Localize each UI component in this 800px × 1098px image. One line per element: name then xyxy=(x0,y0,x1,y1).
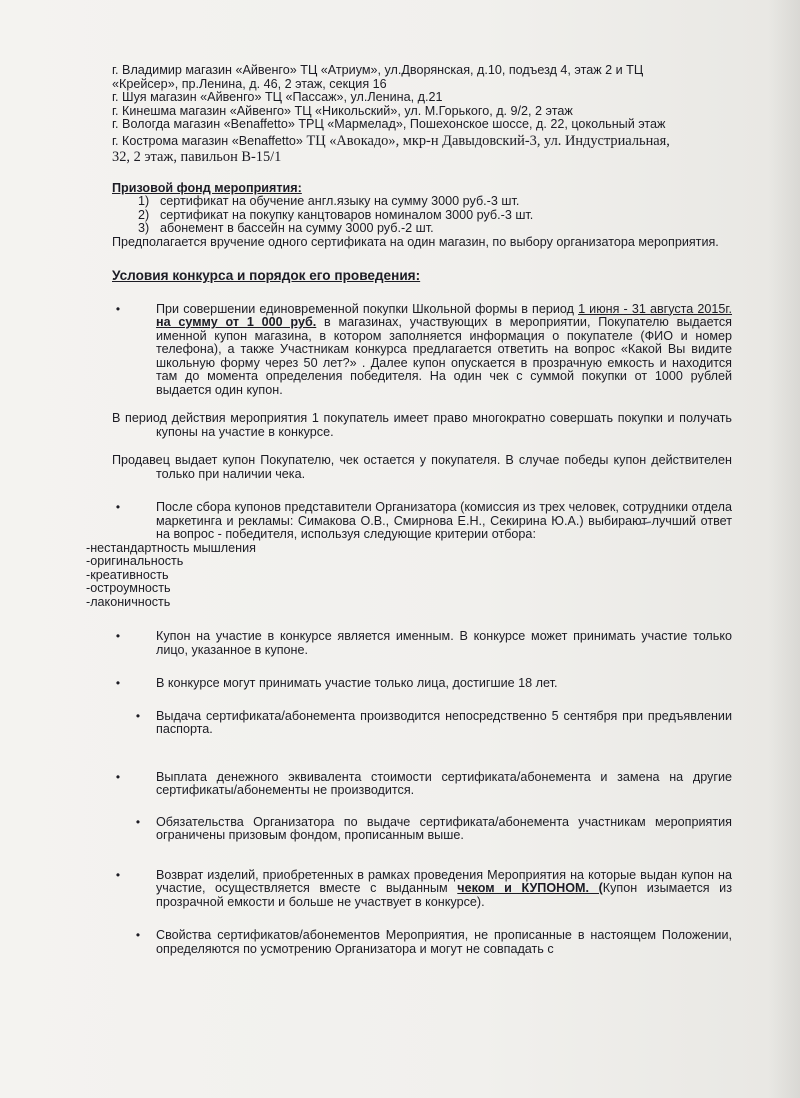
condition-paragraph xyxy=(112,710,732,737)
prize-note: Предполагается вручение одного сертификата на один магазин, по выбору организатора мероприятия. xyxy=(112,234,719,249)
bullet-icon: • xyxy=(115,629,121,643)
text-run: Свойства сертификатов/абонементов Мероприятия, не прописанные в настоящем Положении, определяются по усмотрению Организатора и могут не совпадать с xyxy=(156,928,732,956)
bullet-icon: • xyxy=(135,708,141,723)
criteria-item: -креативность xyxy=(86,567,169,582)
criteria-item: -оригинальность xyxy=(86,554,184,568)
bullet-icon: • xyxy=(115,867,121,882)
condition-paragraph xyxy=(112,929,732,956)
condition-paragraph xyxy=(112,677,732,691)
text-run: Возврат изделий, приобретенных в рамках проведения Мероприятия на которые выдан купон на участие, осуществляется вместе с выданным xyxy=(156,867,732,895)
condition-paragraph: Продавец выдает купон Покупателю, чек остается у покупателя. В случае победы купон действителен только при наличии чека. xyxy=(112,453,732,481)
bullet-icon: • xyxy=(115,500,121,514)
address-line: «Крейсер», пр.Ленина, д. 46, 2 этаж, секция 16 xyxy=(112,76,387,91)
prize-number: 3) xyxy=(138,221,150,235)
prize-item xyxy=(138,222,732,236)
condition-paragraph xyxy=(112,303,732,398)
condition-paragraph: В период действия мероприятия 1 покупатель имеет право многократно совершать покупки и получать купоны на участие в конкурсе. xyxy=(112,411,732,439)
address-line: г. Вологда магазин «Benaffetto» ТРЦ «Мармелад», Пошехонское шоссе, д. 22, цокольный этаж xyxy=(112,117,666,131)
store-addresses xyxy=(112,64,732,165)
bullet-icon: • xyxy=(115,769,121,784)
condition-paragraph xyxy=(112,771,732,798)
promo-period: 1 июня - 31 августа 2015г. xyxy=(578,301,732,316)
text-run: Купон на участие в конкурсе является именным. В конкурсе может принимать участие только лицо, указанное в купоне. xyxy=(156,629,732,657)
criteria-item: -нестандартность мышления xyxy=(86,540,256,555)
criteria-list xyxy=(86,542,732,610)
address-line: г. Шуя магазин «Айвенго» ТЦ «Пассаж», ул.Ленина, д.21 xyxy=(112,90,443,104)
prize-text: сертификат на обучение англ.языку на сумму 3000 руб.-3 шт. xyxy=(160,194,520,208)
text-run: Выдача сертификата/абонемента производится непосредственно 5 сентября при предъявлении паспорта. xyxy=(156,708,732,736)
prize-number: 1) xyxy=(138,194,150,208)
address-line: г. Кинешма магазин «Айвенго» ТЦ «Никольский», ул. М.Горького, д. 9/2, 2 этаж xyxy=(112,103,573,118)
bullet-icon: • xyxy=(135,814,141,829)
kostroma-address-cont: 32, 2 этаж, павильон В-15/1 xyxy=(112,148,282,165)
bullet-icon: • xyxy=(115,676,121,690)
prize-text: сертификат на покупку канцтоваров номиналом 3000 руб.-3 шт. xyxy=(160,207,534,222)
text-run: После сбора купонов представители Организатора (комиссия из трех человек, сотрудники отдела маркетинга и рекламы: Симакова О.В., Смирнова Е.Н., Секирина Ю.А.) выбирают лучший ответ на вопрос - победителя, используя следующие критерии отбора: xyxy=(156,500,732,541)
kostroma-prefix: г. Кострома магазин «Benaffetto» xyxy=(112,133,307,148)
condition-paragraph xyxy=(112,869,732,910)
text-run: в магазинах, участвующих в мероприятии, Покупателю выдается именной купон магазина, в котором заполняется информация о покупателе (ФИО и номер телефона), а также Участникам конкурса предлагается ответить на вопрос «Какой Вы видите школьную форму через 50 лет?» . Далее купон опускается в прозрачную емкость и находится там до момента определения победителя. На один чек с суммой покупки от 1000 рублей выдается один купон. xyxy=(156,315,732,397)
prize-item xyxy=(138,195,732,209)
criteria-item: -остроумность xyxy=(86,581,171,595)
prize-number: 2) xyxy=(138,207,150,222)
condition-paragraph xyxy=(112,816,732,843)
bullet-icon: • xyxy=(135,928,141,942)
conditions-heading: Условия конкурса и порядок его проведения: xyxy=(112,268,421,283)
min-purchase: на сумму от 1 000 руб. xyxy=(156,315,317,329)
text-run: Выплата денежного эквивалента стоимости сертификата/абонемента и замена на другие сертификаты/абонементы не производится. xyxy=(156,769,732,797)
text-run: Обязательства Организатора по выдаче сертификата/абонемента участникам мероприятия ограничены призовым фондом, прописанным выше. xyxy=(156,814,732,842)
text-run: В конкурсе могут принимать участие только лица, достигшие 18 лет. xyxy=(156,676,558,690)
text-run: При совершении единовременной покупки Школьной формы в период xyxy=(156,301,579,316)
prize-fund-heading: Призовой фонд мероприятия: xyxy=(112,180,302,195)
prize-list xyxy=(112,195,732,236)
address-line: г. Владимир магазин «Айвенго» ТЦ «Атриум», ул.Дворянская, д.10, подъезд 4, этаж 2 и ТЦ xyxy=(112,63,644,77)
condition-paragraph xyxy=(112,630,732,657)
prize-text: абонемент в бассейн на сумму 3000 руб.-2 шт. xyxy=(160,221,434,235)
receipt-coupon-emphasis: чеком и КУПОНОМ. ( xyxy=(457,881,603,895)
address-line-kostroma xyxy=(112,133,732,149)
bullet-icon: • xyxy=(115,301,121,316)
prize-item xyxy=(138,209,732,223)
document-body xyxy=(86,63,732,956)
text-run: Купон изымается из прозрачной емкости и больше не участвует в конкурсе). xyxy=(156,881,732,909)
criteria-item: -лаконичность xyxy=(86,594,171,609)
condition-paragraph xyxy=(112,501,732,542)
pen-mark xyxy=(640,521,652,525)
kostroma-address: ТЦ «Авокадо», мкр-н Давыдовский-3, ул. Индустриальная, xyxy=(306,132,670,149)
